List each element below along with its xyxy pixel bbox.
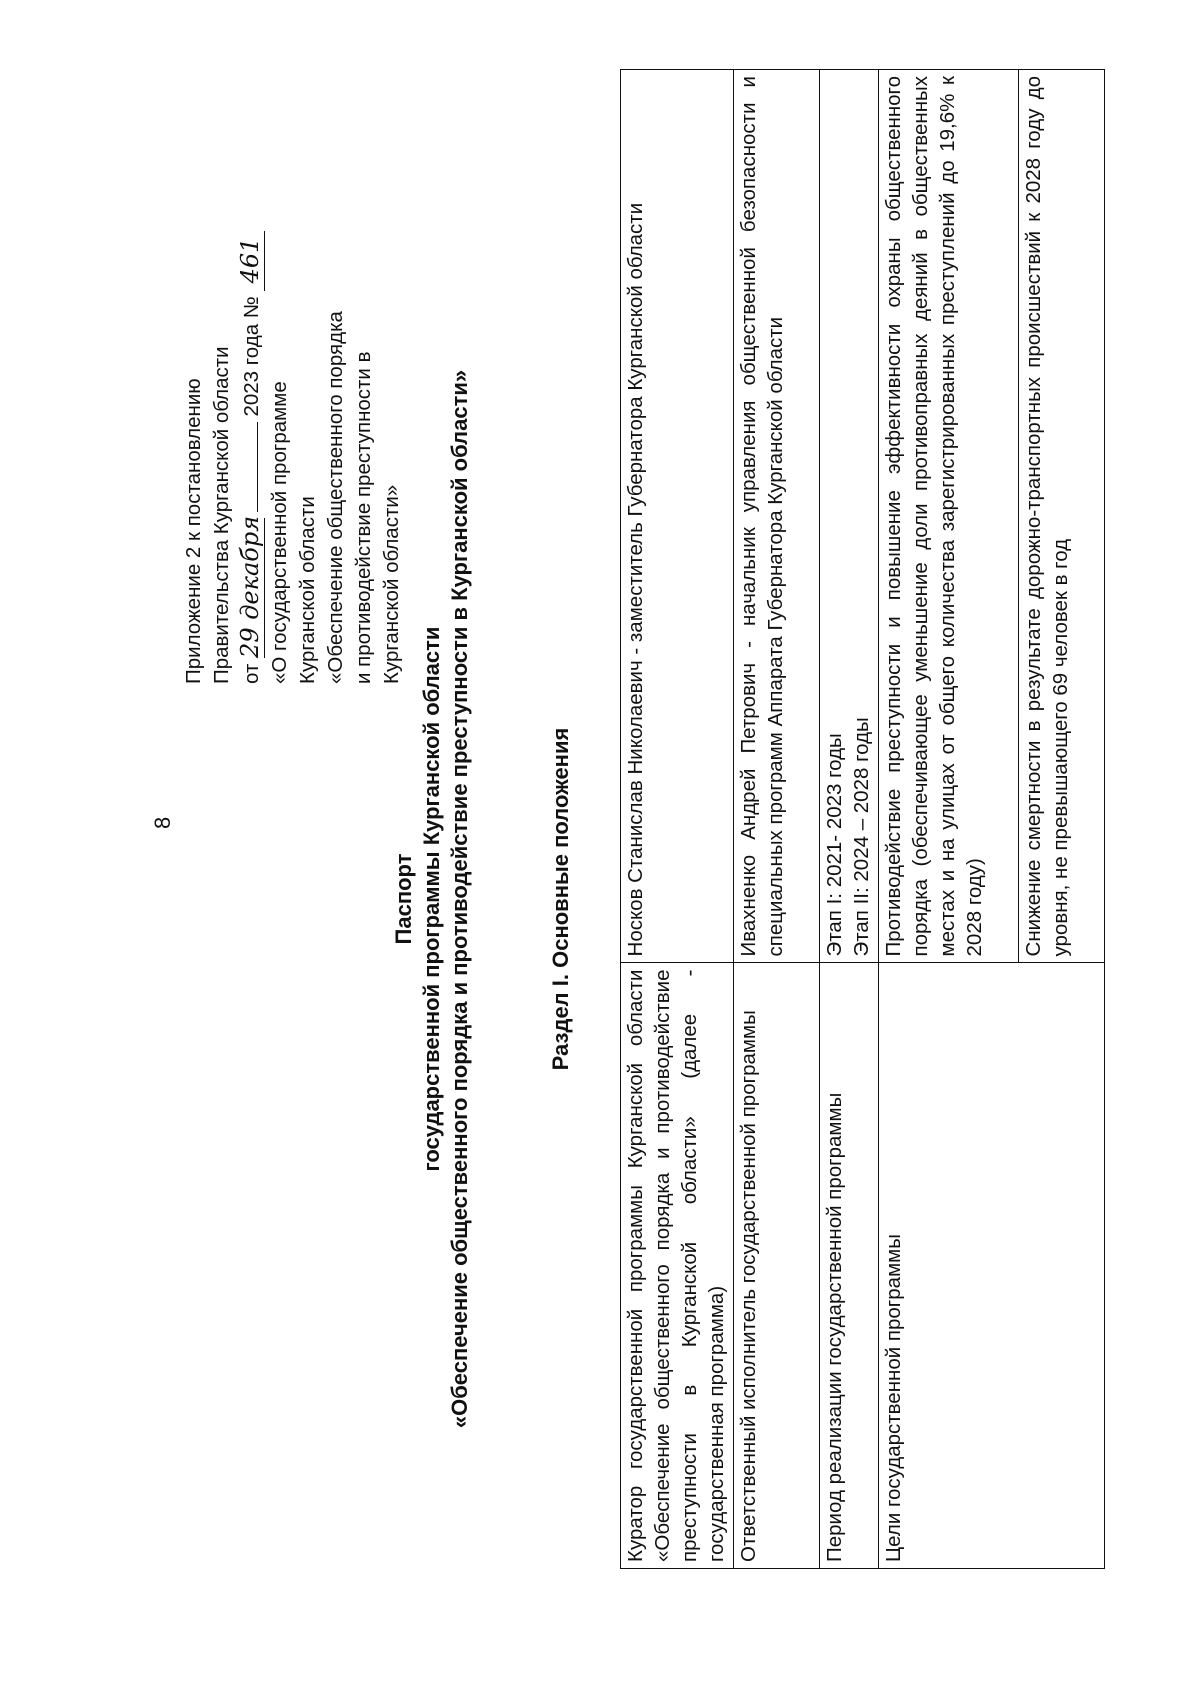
appendix-line: «О государственной программе (268, 381, 291, 684)
page-number: 8 (150, 816, 175, 829)
period-stage-1: Этап I: 2021- 2023 годы (823, 733, 846, 957)
period-value (820, 70, 879, 963)
executor-label: Ответственный исполнитель государственной программы (734, 963, 820, 1569)
heading-line: государственной программы Курганской области (419, 626, 444, 1172)
appendix-note (180, 84, 406, 684)
date-prefix: от (240, 663, 263, 684)
appendix-line: Приложение 2 к постановлению (182, 378, 205, 684)
appendix-line: Курганской области» (380, 484, 403, 684)
document-heading (390, 219, 474, 1579)
goals-label: Цели государственной программы (879, 963, 1105, 1569)
appendix-line: Правительства Курганской области (210, 346, 233, 684)
heading-line: Паспорт (391, 853, 416, 945)
date-year: 2023 года № (240, 296, 263, 417)
table-row-executor (734, 70, 820, 1569)
appendix-line: Курганской области (296, 496, 319, 684)
goal-2: Снижение смертности в результате дорожно-транспортных происшествий к 2028 году до уровня, не превышающего 69 человек в год (1019, 70, 1105, 963)
period-stage-2: Этап II: 2024 – 2028 годы (850, 717, 873, 957)
curator-label: Куратор государственной программы Курганской области «Обеспечение общественного порядка и противодействие преступности в Курганской области» (далее - государственная программа) (621, 963, 734, 1569)
date-blank (257, 422, 258, 512)
handwritten-date: 29 декабря (236, 515, 264, 658)
handwritten-number: 461 (236, 231, 265, 291)
section-title: Раздел I. Основные положения (548, 727, 573, 1071)
appendix-line: «Обеспечение общественного порядка (324, 311, 347, 684)
heading-line: «Обеспечение общественного порядка и противодействие преступности в Курганской области» (447, 369, 472, 1429)
table-row-goals (879, 70, 1019, 1569)
goal-1: Противодействие преступности и повышение эффективности охраны общественного порядка (обеспечивающее уменьшение доли противоправных деяний в общественных местах и на улицах от общего количества зарегистрированных преступлений до 19,6% к 2028 году) (879, 70, 1019, 963)
table-row-curator (621, 70, 734, 1569)
table-row-period (820, 70, 879, 1569)
passport-table (620, 69, 1105, 1569)
executor-value: Ивахненко Андрей Петрович - начальник управления общественной безопасности и специальных программ Аппарата Губернатора Курганской области (734, 70, 820, 963)
period-label: Период реализации государственной программы (820, 963, 879, 1569)
appendix-date-line (236, 84, 266, 684)
appendix-line: и противодействие преступности в (352, 351, 375, 684)
curator-value: Носков Станислав Николаевич - заместитель Губернатора Курганской области (621, 70, 734, 963)
